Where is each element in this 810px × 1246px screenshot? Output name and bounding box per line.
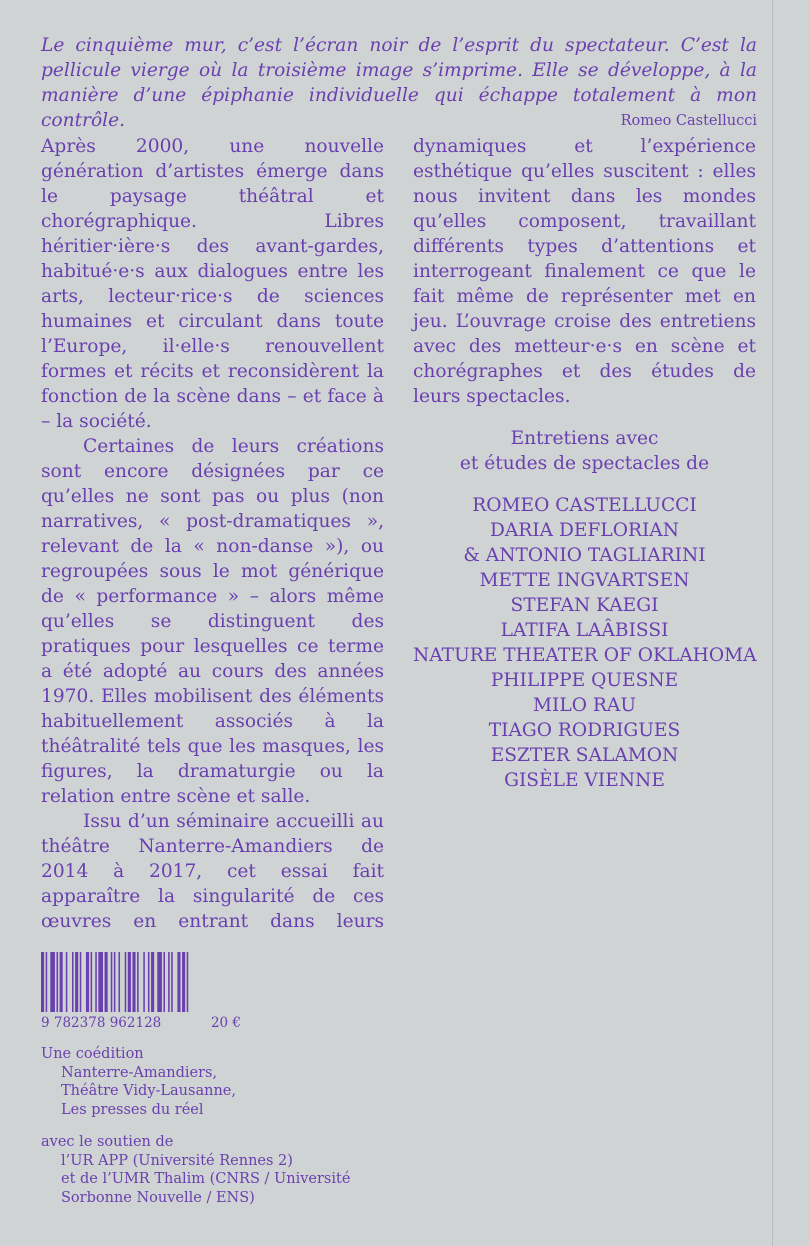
contributor-name: & ANTONIO TAGLIARINI [463, 545, 706, 566]
barcode-bar [75, 952, 78, 1012]
contributors-intro [413, 426, 756, 476]
right-column [413, 134, 756, 812]
body-paragraph-3: Issu d’un séminaire accueilli au théâtre Nanterre-Amandiers de 2014 à 2017, cet essai fait apparaître la singularité de ces œuvres en entrant dans leurs [41, 811, 384, 932]
contributor-name: MILO RAU [533, 695, 636, 716]
barcode-bar [187, 952, 189, 1012]
barcode-bar [41, 952, 44, 1012]
contributor-name: ROMEO CASTELLUCCI [472, 495, 697, 516]
barcode-bar [46, 952, 48, 1012]
barcode-bar [60, 952, 63, 1012]
barcode-bar [119, 952, 121, 1012]
epigraph-author: Romeo Castellucci [620, 113, 757, 129]
barcode-bar [95, 952, 97, 1012]
isbn-number: 9 782378 962128 [41, 1015, 162, 1031]
price: 20 € [210, 1015, 241, 1031]
barcode-bar [57, 952, 59, 1012]
barcode-bar [72, 952, 74, 1012]
barcode-bar [114, 952, 116, 1012]
spine-fold-line [772, 0, 773, 1246]
barcode-bar [137, 952, 139, 1012]
barcode-bar [125, 952, 127, 1012]
coedition-line: Théâtre Vidy-Lausanne, [61, 1083, 236, 1100]
coedition-credits [41, 1045, 361, 1119]
barcode-bar [157, 952, 162, 1012]
coedition-line: Nanterre-Amandiers, [61, 1064, 218, 1081]
barcode-bar [66, 952, 68, 1012]
contributor-name: GISÈLE VIENNE [504, 770, 665, 791]
barcode-bar [168, 952, 170, 1012]
epigraph-quote: Le cinquième mur, c’est l’écran noir de l’esprit du spectateur. C’est la pellicule vierge où la troisième image s’imprime. Elle se développe, à la manière d’une épiphanie individuelle qui échappe totalement à mon contrôle. [41, 35, 757, 131]
body-paragraph-2: Certaines de leurs créations sont encore désignées par ce qu’elles ne sont pas ou plus (non narratives, « post-dramatiques », relevant de la « non-danse »), ou regroupées sous le mot générique de « performance » – alors même qu’elles se distinguent des pratiques pour lesquelles ce terme a été adopté au cours des années 1970. Elles mobilisent des éléments habituellement associés à la théâtralité tels que les masques, les figures, la dramaturgie ou la relation entre scène et salle. [41, 436, 384, 807]
barcode-bar [128, 952, 131, 1012]
contributor-name: METTE INGVARTSEN [479, 570, 690, 591]
barcode-bar [143, 952, 145, 1012]
body-paragraph-1: Après 2000, une nouvelle génération d’artistes émerge dans le paysage théâtral et chorégraphique. Libres héritier·ière·s des avant-gardes, habitué·e·s aux dialogues entre les arts, lecteur·rice·s de sciences humaines et circulant dans toute l’Europe, il·elle·s renouvellent formes et récits et reconsidèrent la fonction de la scène dans – et face à – la société. [41, 136, 384, 432]
contributor-name: LATIFA LAÂBISSI [500, 620, 669, 641]
barcode-bar [98, 952, 103, 1012]
barcode-bar [50, 952, 55, 1012]
barcode-bar [80, 952, 82, 1012]
contributor-name: ESZTER SALAMON [490, 745, 679, 766]
support-line: l’UR APP (Université Rennes 2) [61, 1152, 293, 1169]
coedition-line: Les presses du réel [61, 1101, 204, 1118]
barcode-bar [132, 952, 135, 1012]
barcode-bar [148, 952, 150, 1012]
epigraph [41, 33, 757, 134]
left-column [41, 134, 384, 934]
contributor-name: NATURE THEATER OF OKLAHOMA [413, 645, 757, 666]
barcode-bar [171, 952, 173, 1012]
barcode-image [41, 952, 241, 1012]
barcode-bar [163, 952, 165, 1012]
barcode-bar [151, 952, 154, 1012]
isbn-price-row [41, 1014, 241, 1032]
contributor-name: TIAGO RODRIGUES [488, 720, 681, 741]
barcode-bar [182, 952, 185, 1012]
coedition-heading: Une coédition [41, 1046, 144, 1062]
contributor-name: DARIA DEFLORIAN [489, 520, 680, 541]
barcode-bar [91, 952, 93, 1012]
contributor-name: STEFAN KAEGI [510, 595, 659, 616]
barcode-bar [86, 952, 89, 1012]
body-paragraph-4: dynamiques et l’expérience esthétique qu’elles suscitent : elles nous invitent dans les mondes qu’elles composent, travaillant différents types d’attentions et interrogeant finalement ce que le fait même de représenter met en jeu. L’ouvrage croise des entretiens avec des metteur·e·s en scène et chorégraphes et des études de leurs spectacles. [413, 136, 756, 407]
support-credits [41, 1133, 361, 1207]
support-line: Sorbonne Nouvelle / ENS) [61, 1189, 255, 1206]
contributors-list [413, 493, 756, 793]
contributors-intro-line-2: et études de spectacles de [459, 453, 710, 474]
contributor-name: PHILIPPE QUESNE [490, 670, 679, 691]
barcode-bar [111, 952, 113, 1012]
barcode-bar [177, 952, 180, 1012]
support-heading: avec le soutien de [41, 1134, 174, 1150]
contributors-intro-line-1: Entretiens avec [510, 428, 659, 449]
support-line: et de l’UMR Thalim (CNRS / Université [61, 1171, 351, 1188]
barcode-bar [105, 952, 108, 1012]
